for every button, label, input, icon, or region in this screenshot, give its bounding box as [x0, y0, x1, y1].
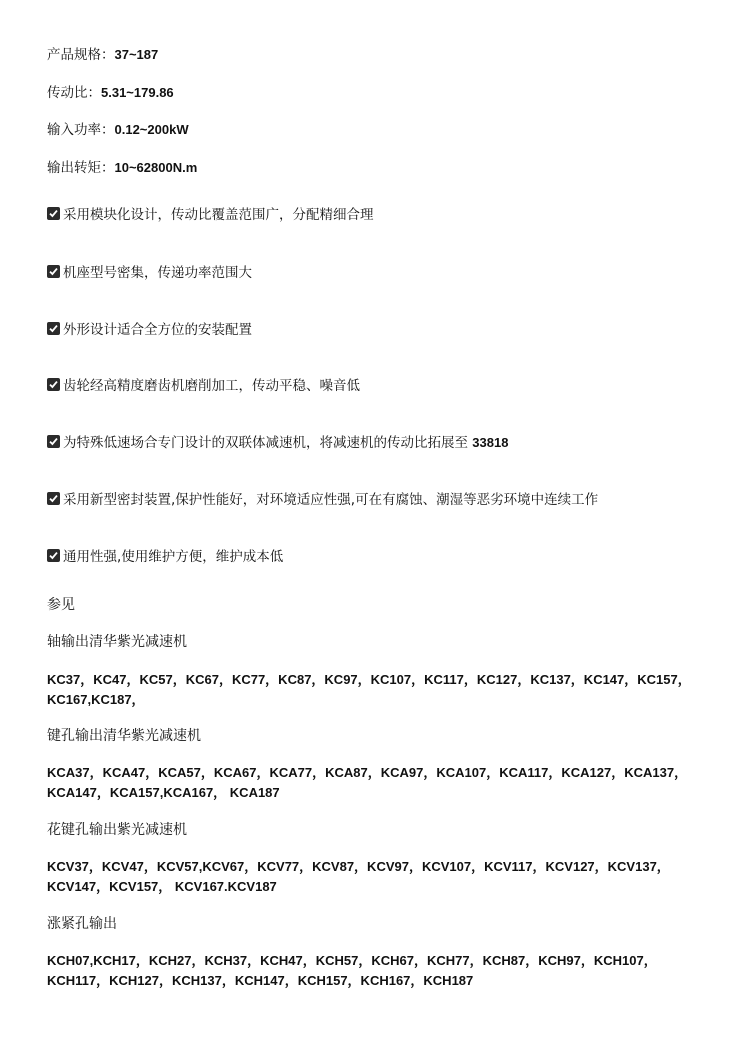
- spec-value: 10~62800N.m: [114, 160, 198, 175]
- spec-value: 5.31~179.86: [101, 85, 174, 100]
- spec-label: 产品规格：: [47, 47, 115, 63]
- section-title: 键孔输出清华紫光减速机: [47, 728, 201, 744]
- feature-item: [47, 206, 374, 224]
- spec-label: 输入功率：: [47, 122, 115, 138]
- spec-value: 0.12~200kW: [114, 122, 189, 137]
- checkbox-checked-icon: [47, 549, 60, 562]
- feature-item: [47, 548, 283, 566]
- spec-model-range: [47, 47, 158, 63]
- model-list: KCH07,KCH17，KCH27，KCH37，KCH47，KCH57，KCH67，KCH77，KCH87，KCH97，KCH107，KCH117，KCH127，KCH137，KCH147，KCH157，KCH167，KCH187: [47, 953, 657, 988]
- model-list: KCV37，KCV47，KCV57,KCV67，KCV77，KCV87，KCV97，KCV107，KCV117，KCV127，KCV137，KCV147，KCV157， KCV167.KCV187: [47, 859, 670, 894]
- feature-text: 外形设计适合全方位的安装配置: [63, 322, 252, 338]
- feature-item: [47, 434, 508, 452]
- checkbox-checked-icon: [47, 322, 60, 335]
- model-list: KC37，KC47，KC57，KC67，KC77，KC87，KC97，KC107，KC117，KC127，KC137，KC147，KC157，KC167,KC187，: [47, 672, 691, 707]
- feature-text: 采用模块化设计，传动比覆盖范围广，分配精细合理: [63, 207, 374, 223]
- spec-ratio: [47, 85, 174, 101]
- feature-text: 采用新型密封装置,保护性能好，对环境适应性强,可在有腐蚀、潮湿等恶劣环境中连续工作: [63, 492, 599, 508]
- feature-text: 齿轮经高精度磨齿机磨削加工，传动平稳、噪音低: [63, 378, 360, 394]
- spec-value: 37~187: [114, 47, 159, 62]
- see-also-heading: 参见: [47, 597, 75, 613]
- spec-label: 传动比：: [47, 85, 101, 101]
- checkbox-checked-icon: [47, 207, 60, 220]
- model-list: KCA37，KCA47，KCA57，KCA67，KCA77，KCA87，KCA97，KCA107，KCA117，KCA127，KCA137，KCA147，KCA157,KCA167， KCA187: [47, 765, 688, 800]
- feature-item: [47, 377, 360, 395]
- spec-label: 输出转矩：: [47, 160, 115, 176]
- feature-item: [47, 321, 252, 339]
- feature-item: [47, 491, 598, 509]
- checkbox-checked-icon: [47, 378, 60, 391]
- checkbox-checked-icon: [47, 435, 60, 448]
- section-title: 花键孔输出紫光减速机: [47, 822, 187, 838]
- feature-text: 为特殊低速场合专门设计的双联体减速机，将减速机的传动比拓展至: [63, 435, 473, 451]
- section-title: 涨紧孔输出: [47, 916, 117, 932]
- section-title: 轴输出清华紫光减速机: [47, 634, 187, 650]
- spec-output-torque: [47, 160, 197, 176]
- checkbox-checked-icon: [47, 265, 60, 278]
- checkbox-checked-icon: [47, 492, 60, 505]
- spec-input-power: [47, 122, 189, 138]
- feature-item: [47, 264, 252, 282]
- feature-text: 通用性强,使用维护方便，维护成本低: [63, 549, 284, 565]
- feature-number: 33818: [472, 435, 509, 450]
- feature-text: 机座型号密集，传递功率范围大: [63, 265, 252, 281]
